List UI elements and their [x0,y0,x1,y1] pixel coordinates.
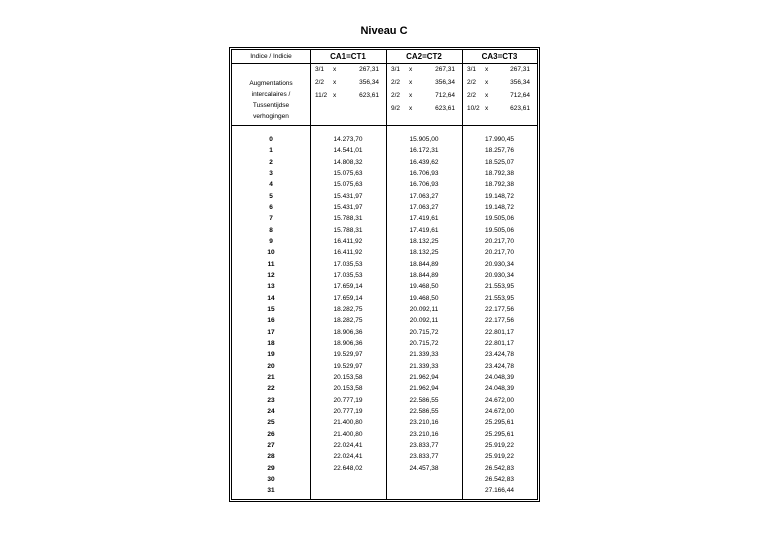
augmentations-label-line: verhogingen [253,113,289,120]
row-index: 20 [267,362,275,370]
table-row [232,485,537,496]
ca1-value: 19.529,97 [333,362,363,370]
table-row [232,236,537,247]
ca3-value: 24.672,00 [485,396,514,404]
ca2-value: 17.419,61 [409,226,439,234]
table-row [232,440,537,451]
table-row [232,372,537,383]
increment-factor: 3/1 [467,66,477,73]
row-index: 24 [267,407,275,415]
ca2-value: 20.715,72 [409,339,439,347]
ca3-value: 18.525,07 [485,158,514,166]
ca2-value: 17.063,27 [409,203,439,211]
increment-multiplier: x [409,105,413,112]
ca1-value: 14.808,32 [333,158,363,166]
table-row [232,429,537,440]
ca1-value: 22.024,41 [333,441,363,449]
row-index: 2 [269,158,273,166]
page-title: Niveau C [360,25,408,37]
row-index: 18 [267,339,275,347]
table-row [232,304,537,315]
increment-line [467,77,530,89]
ca2-value: 19.468,50 [409,294,439,302]
table-row [232,474,537,485]
ca3-value: 22.801,17 [485,339,514,347]
index-header: Indice / Indicie [250,53,292,60]
increment-amount: 623,61 [510,105,530,112]
ca1-value: 14.273,70 [333,136,363,143]
row-index: 3 [269,169,273,177]
increment-amount: 356,34 [435,79,455,86]
table-row [232,145,537,156]
ca3-value: 26.542,83 [485,475,514,483]
increment-multiplier: x [333,79,337,86]
table-row [232,406,537,417]
increment-line [391,103,455,115]
table-row [232,327,537,338]
ca2-value: 16.706,93 [409,169,439,177]
row-index: 14 [267,294,275,302]
ca3-value: 24.672,00 [485,407,514,415]
table-row [232,134,537,145]
row-index: 9 [269,237,273,245]
ca1-value: 22.024,41 [333,453,363,461]
increment-line [467,64,530,76]
table-row [232,270,537,281]
table-row [232,338,537,349]
increment-multiplier: x [333,92,337,99]
row-index: 1 [269,147,273,155]
row-index: 29 [267,464,275,472]
row-index: 31 [267,487,275,495]
ca3-value: 19.148,72 [485,203,514,211]
increment-amount: 267,31 [435,66,455,73]
ca2-value: 17.063,27 [409,192,439,200]
increment-factor: 2/2 [467,92,477,99]
ca3-value: 20.217,70 [485,237,514,245]
ca3-value: 23.424,78 [485,362,514,370]
ca3-value: 25.295,61 [485,430,514,438]
table-row [232,361,537,372]
ca2-value: 20.092,11 [409,305,439,313]
ca1-value: 20.153,58 [333,373,363,381]
increment-multiplier: x [485,92,489,99]
table-row [232,293,537,304]
increment-multiplier: x [409,79,413,86]
ca1-value: 21.400,80 [333,430,363,438]
increment-multiplier: x [485,105,489,112]
increment-line [315,64,379,76]
salary-table [229,47,540,502]
ca1-value: 14.541,01 [333,147,363,155]
ca3-value: 21.553,95 [485,283,514,291]
table-row [232,191,537,202]
increment-line [467,90,530,102]
table-row [232,225,537,236]
table-row [232,202,537,213]
increment-line [391,90,455,102]
row-index: 5 [269,192,273,200]
ca3-value: 20.217,70 [485,249,514,257]
ca1-value: 16.411,92 [333,249,363,257]
table-row [232,168,537,179]
increment-line [315,90,379,102]
increment-factor: 2/2 [391,92,401,99]
increment-factor: 3/1 [391,66,401,73]
ca2-value: 19.468,50 [409,283,439,291]
ca2-value: 18.844,89 [409,271,439,279]
column-header-ca3: CA3=CT3 [481,52,518,61]
ca3-value: 20.930,34 [485,271,514,279]
ca2-value: 23.833,77 [409,441,439,449]
ca3-value: 24.048,39 [485,385,514,393]
augmentations-label-line: Augmentations [249,80,293,87]
ca3-value: 18.792,38 [485,181,514,189]
column-header-ca1: CA1=CT1 [330,52,366,61]
ca2-value: 20.715,72 [409,328,439,336]
ca3-value: 25.919,22 [485,453,514,461]
ca2-value: 21.339,33 [409,362,439,370]
ca1-value: 20.777,19 [333,407,363,415]
ca2-value: 22.586,55 [409,407,439,415]
augmentations-label-line: intercalaires / [251,91,291,98]
increment-factor: 2/2 [467,79,477,86]
increment-factor: 10/2 [467,105,480,112]
ca3-value: 25.295,61 [485,419,514,427]
ca1-value: 20.777,19 [333,396,363,404]
ca3-value: 22.801,17 [485,328,514,336]
increment-line [391,64,455,76]
ca2-value: 18.132,25 [409,237,439,245]
augmentations-label [233,78,309,122]
ca2-value: 16.172,31 [409,147,439,155]
increment-multiplier: x [485,79,489,86]
ca2-value: 15.905,00 [409,136,439,143]
row-index: 26 [267,430,275,438]
table-row [232,349,537,360]
row-index: 7 [269,215,273,223]
ca1-value: 20.153,58 [333,385,363,393]
ca3-value: 25.919,22 [485,441,514,449]
row-index: 0 [269,136,273,143]
table-row [232,417,537,428]
row-index: 30 [267,475,275,483]
ca1-value: 17.659,14 [333,294,363,302]
increment-amount: 623,61 [359,92,379,99]
ca1-value: 17.035,53 [333,260,363,268]
ca3-value: 22.177,56 [485,305,514,313]
ca3-value: 18.257,76 [485,147,514,155]
ca3-value: 20.930,34 [485,260,514,268]
table-row [232,157,537,168]
ca1-value: 15.431,97 [333,203,363,211]
ca3-value: 27.166,44 [485,487,514,495]
table-row [232,259,537,270]
ca3-value: 17.990,45 [485,136,514,143]
increment-factor: 3/1 [315,66,325,73]
ca3-value: 19.505,06 [485,215,514,223]
ca2-value: 22.586,55 [409,396,439,404]
table-row [232,247,537,258]
row-index: 16 [267,317,275,325]
row-index: 22 [267,385,275,393]
ca2-value: 20.092,11 [409,317,439,325]
table-row [232,463,537,474]
table-row [232,315,537,326]
table-row [232,281,537,292]
ca1-value: 15.788,31 [333,215,363,223]
increment-amount: 267,31 [359,66,379,73]
row-index: 15 [267,305,275,313]
row-index: 8 [269,226,273,234]
ca3-value: 23.424,78 [485,351,514,359]
row-index: 23 [267,396,275,404]
row-index: 6 [269,203,273,211]
increments-divider [232,125,537,126]
row-index: 19 [267,351,275,359]
ca3-value: 19.148,72 [485,192,514,200]
row-index: 27 [267,441,275,449]
table-row [232,213,537,224]
table-row [232,451,537,462]
ca1-value: 16.411,92 [333,237,363,245]
row-index: 17 [267,328,275,336]
ca2-value: 18.132,25 [409,249,439,257]
ca1-value: 17.659,14 [333,283,363,291]
increment-factor: 2/2 [315,79,325,86]
ca1-value: 22.648,02 [333,464,363,472]
ca2-value: 21.339,33 [409,351,439,359]
row-index: 10 [267,249,275,257]
increment-amount: 267,31 [510,66,530,73]
increment-line [315,77,379,89]
ca1-value: 18.282,75 [333,317,363,325]
ca1-value: 19.529,97 [333,351,363,359]
increment-multiplier: x [409,92,413,99]
ca2-value: 23.833,77 [409,453,439,461]
ca1-value: 17.035,53 [333,271,363,279]
row-index: 11 [267,260,275,268]
ca3-value: 19.505,06 [485,226,514,234]
increment-factor: 11/2 [315,92,328,99]
column-header-ca2: CA2=CT2 [406,52,442,61]
increment-amount: 356,34 [359,79,379,86]
increment-multiplier: x [333,66,337,73]
row-index: 21 [267,373,275,381]
ca1-value: 18.906,36 [333,328,363,336]
increment-amount: 623,61 [435,105,455,112]
row-index: 4 [269,181,273,189]
increment-amount: 712,64 [510,92,530,99]
ca3-value: 22.177,56 [485,317,514,325]
ca1-value: 15.431,97 [333,192,363,200]
ca1-value: 18.282,75 [333,305,363,313]
increment-multiplier: x [409,66,413,73]
ca2-value: 23.210,16 [409,430,439,438]
ca2-value: 21.962,94 [409,373,439,381]
increment-line [391,77,455,89]
row-index: 12 [267,271,275,279]
ca2-value: 23.210,16 [409,419,439,427]
ca3-value: 24.048,39 [485,373,514,381]
increment-multiplier: x [485,66,489,73]
ca1-value: 15.075,63 [333,181,363,189]
ca2-value: 17.419,61 [409,215,439,223]
ca1-value: 15.788,31 [333,226,363,234]
ca3-value: 18.792,38 [485,169,514,177]
row-index: 25 [267,419,275,427]
ca3-value: 21.553,95 [485,294,514,302]
ca2-value: 16.439,62 [409,158,439,166]
increment-line [467,103,530,115]
ca2-value: 16.706,93 [409,181,439,189]
ca2-value: 21.962,94 [409,385,439,393]
table-row [232,179,537,190]
ca2-value: 24.457,38 [409,464,439,472]
increment-factor: 2/2 [391,79,401,86]
row-index: 13 [267,283,275,291]
ca1-value: 18.906,36 [333,339,363,347]
augmentations-label-line: Tussentijdse [252,102,290,109]
table-row [232,395,537,406]
row-index: 28 [267,453,275,461]
table-row [232,383,537,394]
increment-amount: 356,34 [510,79,530,86]
ca3-value: 26.542,83 [485,464,514,472]
increment-amount: 712,64 [435,92,455,99]
ca1-value: 15.075,63 [333,169,363,177]
ca2-value: 18.844,89 [409,260,439,268]
ca1-value: 21.400,80 [333,419,363,427]
increment-factor: 9/2 [391,105,401,112]
